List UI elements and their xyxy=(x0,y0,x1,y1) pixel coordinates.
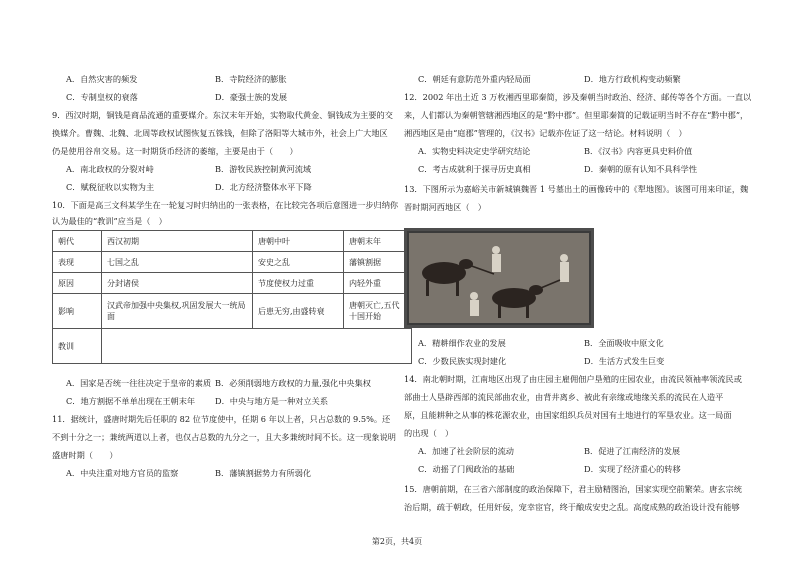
q14-option-c: C．动摇了门阀政治的基础 xyxy=(418,464,515,474)
q13-line: 13．下图所示为嘉峪关市新城镇魏晋 1 号墓出土的画像砖中的《犁地图》。该图可用来印证，魏 xyxy=(404,184,749,194)
q9-option-c: C．赋税征收以实物为主 xyxy=(66,182,155,192)
q15-line: 治后期，疏于朝政，任用奸佞，宠幸宦官，终于酿成安史之乱。高度成熟的政治设计没有能够 xyxy=(404,502,740,512)
table-cell: 分封诸侯 xyxy=(102,273,253,294)
table-cell: 影响 xyxy=(53,294,102,329)
q10-option-d: D．中央与地方是一种对立关系 xyxy=(215,396,329,406)
table-row xyxy=(53,273,412,294)
q14-line: 的出现（ ） xyxy=(404,428,454,438)
q9-option-a: A．南北政权的分裂对峙 xyxy=(66,164,154,174)
q15-line: 15．唐朝前期，在三省六部制度的政治保障下，君主励精图治，国家实现空前繁荣。唐玄宗统 xyxy=(404,484,742,494)
table-cell: 七国之乱 xyxy=(102,252,253,273)
table-cell: 藩镇割据 xyxy=(344,252,412,273)
q8-option-d: D．豪强士族的发展 xyxy=(215,92,288,102)
q14-line: 原，且能耕种之从事的株花源农业，由国家组织兵员对国有土地进行的军垦农业。这一局面 xyxy=(404,410,732,420)
q11-line: 盛唐时期（ ） xyxy=(52,450,118,460)
table-row xyxy=(53,329,412,364)
q12-option-c: C．考古成就利于探寻历史真相 xyxy=(418,164,531,174)
table-cell: 后患无穷,由盛转衰 xyxy=(253,294,344,329)
table-cell: 唐朝灭亡,五代十国开始 xyxy=(344,294,412,329)
q11-line: 11．据统计，盛唐时期先后任职的 82 位节度使中，任期 6 年以上者，只占总数的 9.5%。还 xyxy=(52,414,391,424)
table-cell: 安史之乱 xyxy=(253,252,344,273)
page-footer: 第2页，共4页 xyxy=(371,537,423,546)
q10-line: 10．下面是高三文科某学生在一轮复习时归纳出的一张表格，在比较完各项后意图进一步归纳你 xyxy=(52,200,399,210)
table-cell: 西汉初期 xyxy=(102,231,253,252)
table-cell: 唐朝末年 xyxy=(344,231,412,252)
q13-option-a: A．精耕细作农业的发展 xyxy=(418,338,506,348)
q14-option-b: B．促进了江南经济的发展 xyxy=(584,446,681,456)
table-cell: 内轻外重 xyxy=(344,273,412,294)
q12-line: 来，人们都认为秦朝管辖湘西地区的是“黔中郡”。但里耶秦简的记载证明当时不存在“黔中郡”， xyxy=(404,110,749,120)
q13-option-c: C．少数民族实现封建化 xyxy=(418,356,507,366)
table-cell-blank xyxy=(102,329,412,364)
table-row xyxy=(53,231,412,252)
q14-option-a: A．加速了社会阶层的流动 xyxy=(418,446,514,456)
q9-option-b: B．游牧民族控制黄河流域 xyxy=(215,164,312,174)
q14-line: 部曲士人垦辟西部的流民部曲农业，由背井离乡、被此有亲缘或地缘关系的流民在人造平 xyxy=(404,392,724,402)
q14-option-d: D．实现了经济重心的转移 xyxy=(584,464,681,474)
table-cell: 节度使权力过重 xyxy=(253,273,344,294)
q10-option-b: B．必须削弱地方政权的力量,强化中央集权 xyxy=(215,378,371,388)
q9-line: 换媒介。曹魏、北魏、北周等政权试图恢复五铢钱，但除了洛阳等大城市外，社会上广大地区 xyxy=(52,128,388,138)
q11-option-a: A．中央注重对地方官员的监察 xyxy=(66,468,179,478)
q12-line: 湘西地区是由“庭郡”管理的，《汉书》记载亦佐证了这一结论。材料说明（ ） xyxy=(404,128,687,138)
q11-option-b: B．藩镇割据势力有所弱化 xyxy=(215,468,312,478)
q10-option-c: C．地方割据不单单出现在王朝末年 xyxy=(66,396,196,406)
q12-option-b: B．《汉书》内容更具史料价值 xyxy=(584,146,693,156)
table-row xyxy=(53,294,412,329)
table-cell: 唐朝中叶 xyxy=(253,231,344,252)
table-cell: 表现 xyxy=(53,252,102,273)
q8-option-a: A．自然灾害的频发 xyxy=(66,74,138,84)
q9-option-d: D．北方经济整体水平下降 xyxy=(215,182,312,192)
plowing-mural-image xyxy=(404,228,594,328)
plowing-mural-illustration xyxy=(404,228,594,328)
q12-option-a: A．实物史料决定史学研究结论 xyxy=(418,146,531,156)
q9-line: 9．西汉时期，铜钱是商品流通的重要媒介。东汉末年开始，实物取代黄金、铜钱成为主要的交 xyxy=(52,110,393,120)
q11-line: 不到十分之一；兼统两道以上者，也仅占总数的九分之一，且大多兼统时间不长。这一现象说明 xyxy=(52,432,396,442)
q11-option-d: D．地方行政机构变动频繁 xyxy=(584,74,681,84)
q11-option-c: C．朝廷有意防范外重内轻局面 xyxy=(418,74,531,84)
q8-option-c: C．专制皇权的衰落 xyxy=(66,92,138,102)
q13-option-d: D．生活方式发生巨变 xyxy=(584,356,665,366)
q10-option-a: A．国家是否统一往往决定于皇帝的素质 xyxy=(66,378,212,388)
table-cell: 原因 xyxy=(53,273,102,294)
table-row xyxy=(53,252,412,273)
q13-line: 晋时期河西地区（ ） xyxy=(404,202,486,212)
comparison-table xyxy=(52,230,412,364)
table-cell: 汉武帝加强中央集权,巩固发展大一统局面 xyxy=(102,294,253,329)
table-cell: 朝代 xyxy=(53,231,102,252)
q9-line: 仍是使用谷帛交易。这一时期货币经济的萎缩，主要是由于（ ） xyxy=(52,146,298,156)
q12-line: 12．2002 年出土近 3 万枚湘西里耶秦简，涉及秦朝当时政治、经济、邮传等各个方面。一直以 xyxy=(404,92,752,102)
q8-option-b: B．寺院经济的膨胀 xyxy=(215,74,287,84)
q10-line: 认为最佳的“教训”应当是（ ） xyxy=(52,216,167,226)
q12-option-d: D．秦朝的原有认知不具科学性 xyxy=(584,164,698,174)
q13-option-b: B．全面吸收中原文化 xyxy=(584,338,664,348)
q14-line: 14．南北朝时期，江南地区出现了由庄园主雇佣佃户垦殖的庄园农业，由流民领袖率领流民或 xyxy=(404,374,742,384)
table-cell: 教训 xyxy=(53,329,102,364)
